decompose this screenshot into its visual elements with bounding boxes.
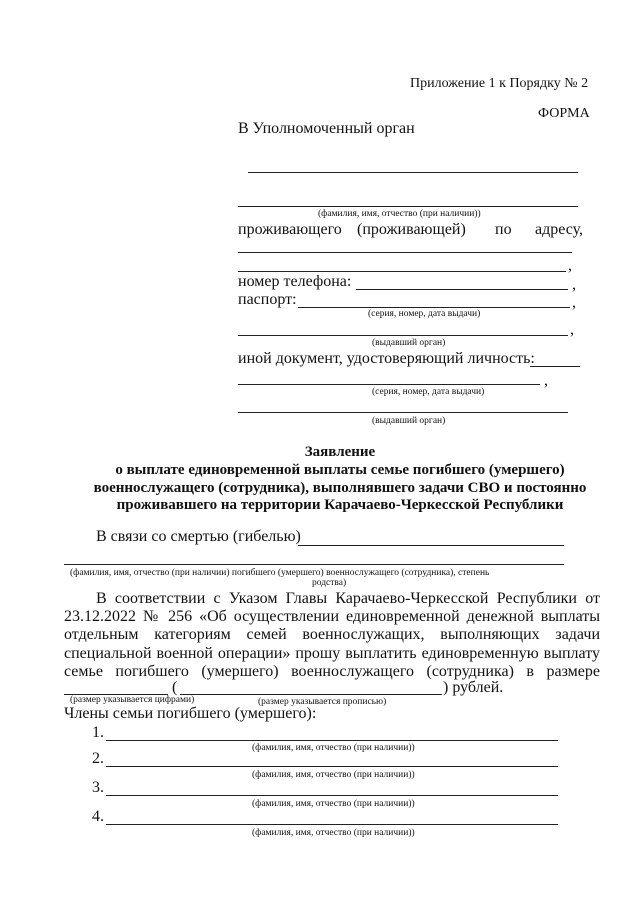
family-member-2-field[interactable] <box>106 766 558 767</box>
passport-comma: , <box>572 294 576 311</box>
address-line-1[interactable] <box>238 252 572 253</box>
addressee-label: В Уполномоченный орган <box>238 120 415 137</box>
family-member-3-number: 3. <box>92 779 104 796</box>
other-doc-issuer-field[interactable] <box>238 412 568 413</box>
address-comma: , <box>568 257 572 274</box>
other-doc-caption: (серия, номер, дата выдачи) <box>372 387 485 397</box>
phone-comma: , <box>572 276 576 293</box>
form-label: ФОРМА <box>538 106 590 121</box>
amount-end-text: ) рублей. <box>443 679 504 696</box>
living-address-word: адресу, <box>535 221 584 238</box>
amount-words-field[interactable] <box>180 694 442 695</box>
document-title: Заявление <box>304 444 376 460</box>
phone-field[interactable] <box>356 289 568 290</box>
paragraph-line-2: 23.12.2022 № 256 «Об осуществлении единовременной денежной выплаты <box>64 608 600 625</box>
other-doc-comma: , <box>544 372 548 389</box>
phone-label: номер телефона: <box>238 273 352 290</box>
passport-field[interactable] <box>298 307 570 308</box>
other-doc-field-start[interactable] <box>530 366 580 367</box>
living-po: по <box>495 221 512 238</box>
other-doc-field[interactable] <box>238 384 540 385</box>
document-subtitle-line-2: военнослужащего (сотрудника), выполнявшего задачи СВО и постоянно <box>93 480 587 496</box>
deceased-field[interactable] <box>64 564 564 565</box>
family-member-4-field[interactable] <box>106 824 558 825</box>
paragraph-line-5: семье погибшего (умершего) военнослужащего (сотрудника) в размере <box>64 663 600 680</box>
issuer-comma: , <box>570 321 574 338</box>
deceased-caption-1: (фамилия, имя, отчество (при наличии) погибшего (умершего) военнослужащего (сотрудника), степень <box>70 568 490 578</box>
deceased-caption-2: родства) <box>312 578 347 588</box>
family-member-3-field[interactable] <box>106 795 558 796</box>
living-mid: (проживающей) <box>357 221 466 238</box>
passport-caption: (серия, номер, дата выдачи) <box>368 309 481 319</box>
family-member-1-caption: (фамилия, имя, отчество (при наличии)) <box>252 743 415 753</box>
passport-label: паспорт: <box>238 291 297 308</box>
applicant-fio-line[interactable] <box>238 206 578 207</box>
passport-issuer-field[interactable] <box>238 335 568 336</box>
other-doc-label: иной документ, удостоверяющий личность: <box>238 350 535 367</box>
amount-words-caption: (размер указывается прописью) <box>258 697 387 707</box>
family-member-1-field[interactable] <box>106 740 558 741</box>
address-line-2[interactable] <box>238 271 566 272</box>
deceased-field-start[interactable] <box>298 545 564 546</box>
family-member-4-caption: (фамилия, имя, отчество (при наличии)) <box>252 828 415 838</box>
family-member-2-number: 2. <box>92 750 104 767</box>
paragraph-line-1: В соответствии с Указом Главы Карачаево-Черкесской Республики от <box>96 590 600 607</box>
paragraph-line-3: отдельным категориям семей военнослужащих, выполняющих задачи <box>64 626 600 643</box>
passport-issuer-caption: (выдавший орган) <box>372 338 446 348</box>
applicant-fio-caption: (фамилия, имя, отчество (при наличии)) <box>318 209 481 219</box>
family-member-3-caption: (фамилия, имя, отчество (при наличии)) <box>252 799 415 809</box>
death-label: В связи со смертью (гибелью) <box>96 528 301 545</box>
authority-name-line[interactable] <box>248 172 578 173</box>
amount-open-paren: ( <box>172 679 178 696</box>
amount-digits-caption: (размер указывается цифрами) <box>70 695 195 705</box>
family-member-2-caption: (фамилия, имя, отчество (при наличии)) <box>252 770 415 780</box>
paragraph-line-4: специальной военной операции» прошу выплатить единовременную выплату <box>64 645 600 662</box>
family-member-4-number: 4. <box>92 808 104 825</box>
document-subtitle-line-3: проживавшего на территории Карачаево-Черкесской Республики <box>116 497 564 513</box>
appendix-label: Приложение 1 к Порядку № 2 <box>410 76 589 91</box>
family-label: Члены семьи погибшего (умершего): <box>64 705 317 722</box>
document-subtitle-line-1: о выплате единовременной выплаты семье погибшего (умершего) <box>115 462 565 478</box>
family-member-1-number: 1. <box>92 724 104 741</box>
other-doc-issuer-caption: (выдавший орган) <box>372 416 446 426</box>
living-prefix: проживающего <box>238 221 342 238</box>
